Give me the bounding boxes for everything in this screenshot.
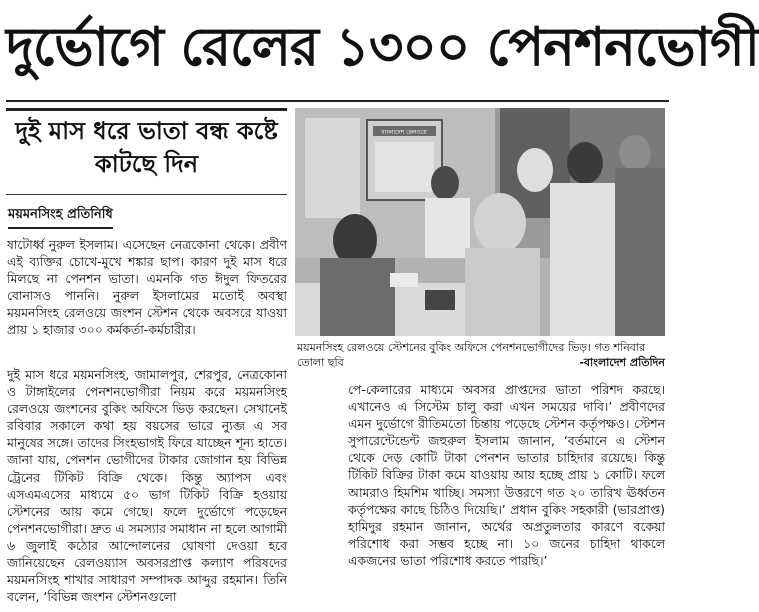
subheadline-rule-bottom: [6, 194, 287, 195]
photo-sign-label: বাংলাদেশ রেলওয়ে: [381, 129, 427, 136]
headline: দুর্ভোগে রেলের ১৩০০ পেনশনভোগী: [6, 17, 759, 78]
body-paragraph: ষাটোর্ধ্ব নুরুল ইসলাম। এসেছেন নেত্রকোনা থেকে। প্রবীণ এই ব্যক্তির চোখে-মুখে শঙ্কার ছাপ। কারণ দুই মাস ধরে মিলছে না পেনশন ভাতা। এমনকি গত ঈদুল ফিতরের বোনাসও পাননি। নুরুল ইসলামের মতোই অবস্থা ময়মনসিংহ রেলওয়ে জংশন স্টেশন থেকে অবসরে যাওয়া প্রায় ১ হাজার ৩০০ কর্মকর্তা-কর্মচারীর।: [7, 237, 287, 338]
subheadline: দুই মাস ধরে ভাতা বন্ধ কষ্টে কাটছে দিন: [15, 117, 278, 178]
photo-credit: -বাংলাদেশ প্রতিদিন: [579, 356, 665, 369]
byline: ময়মনসিংহ প্রতিনিধি: [8, 205, 113, 229]
body-paragraph: পে-কেলারের মাধ্যমে অবসর প্রাপ্তদের ভাতা পরিশদ করছে। এখানেও এ সিস্টেম চালু করা এখন সময়ের দাবি।’ প্রবীণদের এমন দুর্ভোগে রীতিমতো চিন্তায় পড়েছে স্টেশন কর্তৃপক্ষও। স্টেশন সুপারেন্টেন্ডেন্ট জহুরুল ইসলাম জানান, ‘বর্তমানে এ স্টেশন থেকে দেড় কোটি টাকা পেনশন ভাতার চাহিদার রয়েছে। কিন্তু টিকিট বিক্রির টাকা কমে যাওয়ায় আয় হচ্ছে প্রায় ১ কোটি। ফলে আমরাও হিমশিম খাচ্ছি। সমস্যা উত্তরণে গত ২০ তারিখ ঊর্ধ্বতন কর্তৃপক্ষের কাছে চিঠিও দিয়েছি।’ প্রধান বুকিং সহকারী (ভারপ্রাপ্ত) হামিদুর রহমান জানান, অর্থের অপ্রতুলতার কারণে বকেয়া পরিশোধ করা সম্ভব হচ্ছে না। ১০ জনের চাহিদা থাকলে একজনের ভাতা পরিশোধ করতে পারছি।’: [348, 382, 665, 568]
body-column-1-top: [7, 236, 287, 364]
body-paragraph: দুই মাস ধরে ময়মনসিংহ, জামালপুর, শেরপুর, নেত্রকোনা ও টাঙ্গাইলের পেনশনভোগীরা নিয়ম করে ময়মনসিংহ রেলওয়ে জংশনের বুকিং অফিসে ভিড় করছেন। সেখানেই রবিবার সকালে কথা হয় বয়সের ভারে ন্যুব্জ এ সব মানুষের সঙ্গে। তাদের সিংহভাগই ফিরে যাচ্ছেন শূন্য হাতে। জানা যায়, পেনশন ভোগীদের টাকার জোগান হয় বিভিন্ন ট্রেনের টিকিট বিক্রি থেকে। কিন্তু অ্যাপস এবং এসএমএসের মাধ্যমে ৫০ ভাগ টিকিট বিক্রি হওয়ায় স্টেশনের আয় কমে গেছে। ফলে দুর্ভোগে পড়েছেন পেনশনভোগীরা। দ্রুত এ সমস্যার সমাধান না হলে আগামী ৬ জুলাই কঠোর আন্দোলনের ঘোষণা দেওয়া হবে জানিয়েছেন রেলওয়্যাস অবসরপ্রাপ্ত কল্যাণ পরিষদের ময়মনসিংহ শাখার সাধারণ সম্পাদক আব্দুর রহমান। তিনি বলেন, ‘বিভিন্ন জংশন স্টেশনগুলো: [7, 367, 287, 605]
subheadline-rule-top: [6, 108, 287, 111]
body-column-1-bottom: [7, 366, 287, 612]
caption-text: ময়মনসিংহ রেলওয়ে স্টেশনের বুকিং অফিসে পেনশনভোগীদের ভিড়। গত শনিবার তোলা ছবি: [297, 341, 646, 369]
headline-rule: [6, 100, 669, 102]
photo-caption: [297, 340, 665, 370]
news-photo-illustration: [295, 108, 665, 336]
body-column-2: [348, 381, 665, 612]
news-photo: [295, 108, 665, 336]
